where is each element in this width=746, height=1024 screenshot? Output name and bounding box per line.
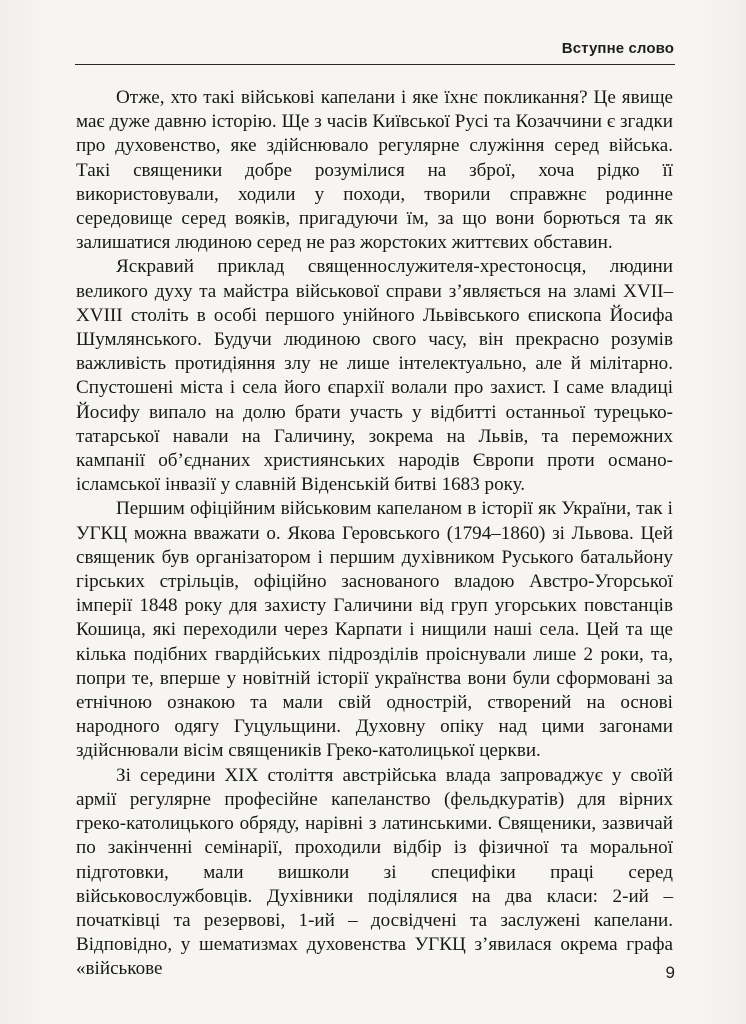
running-head: Вступне слово xyxy=(561,40,674,57)
paragraph-1: Отже, хто такі військові капелани і яке їхнє покликання? Це явище має дуже давню історію. Ще з часів Київської Русі та Козаччини є згадки про духовенство, яке здійснювало регулярне служіння серед війська. Такі священики добре розумілися на зброї, хоча рідко її використовували, ходили у походи, творили справжнє родинне середовище серед вояків, пригадуючи їм, за що вони борються та як залишатися людиною серед не раз жорстоких життєвих обставин. xyxy=(76,87,673,254)
paragraph-3: Першим офіційним військовим капеланом в історії як України, так і УГКЦ можна вважати о. Якова Геровського (1794–1860) зі Львова. Цей священик був організатором і першим духівником Руського батальйону гірських стрільців, офіційно заснованого владою Австро-Угорської імперії 1848 року для захисту Галичини від груп угорських повстанців Кошица, які переходили через Карпати і нищили наші села. Цей та ще кілька подібних гвардійських підрозділів проіснували лише 2 роки, та, попри те, вперше у новітній історії українства вони були сформовані за етнічною ознакою та мали свій однострій, створений на основі народного одягу Гуцульщини. Духовну опіку над цими загонами здійснювали вісім священиків Греко-католицької церкви. xyxy=(76,498,673,762)
body-text xyxy=(76,86,673,982)
header-rule xyxy=(75,64,675,65)
paragraph-2: Яскравий приклад священнослужителя-хрестоносця, людини великого духу та майстра військової справи з’являється на зламі XVII–XVIII століть в особі першого унійного Львівського єпископа Йосифа Шумлянського. Будучи людиною свого часу, він прекрасно розумів важливість протидіяння злу не лише інтелектуально, але й мілітарно. Спустошені міста і села його єпархії волали про захист. І саме владиці Йосифу випало на долю брати участь у відбитті останньої турецько-татарської навали на Галичину, зокрема на Львів, та переможних кампанії об’єднаних християнських народів Європи проти османо-ісламської інвазії у славній Віденській битві 1683 року. xyxy=(76,256,673,496)
paragraph-4: Зі середини XIX століття австрійська влада запроваджує у своїй армії регулярне професійне капеланство (фельдкуратів) для вірних греко-католицького обряду, нарівні з латинськими. Священики, зазвичай по закінченні семінарії, проходили відбір із фізичної та моральної підготовки, мали вишколи зі специфіки праці серед військовослужбовців. Духівники поділялися на два класи: 2-ий – початківці та резервові, 1-ий – досвідчені та заслужені капелани. Відповідно, у шематизмах духовенства УГКЦ з’явилася окрема графа «військове xyxy=(76,764,673,980)
page-number: 9 xyxy=(665,963,675,982)
